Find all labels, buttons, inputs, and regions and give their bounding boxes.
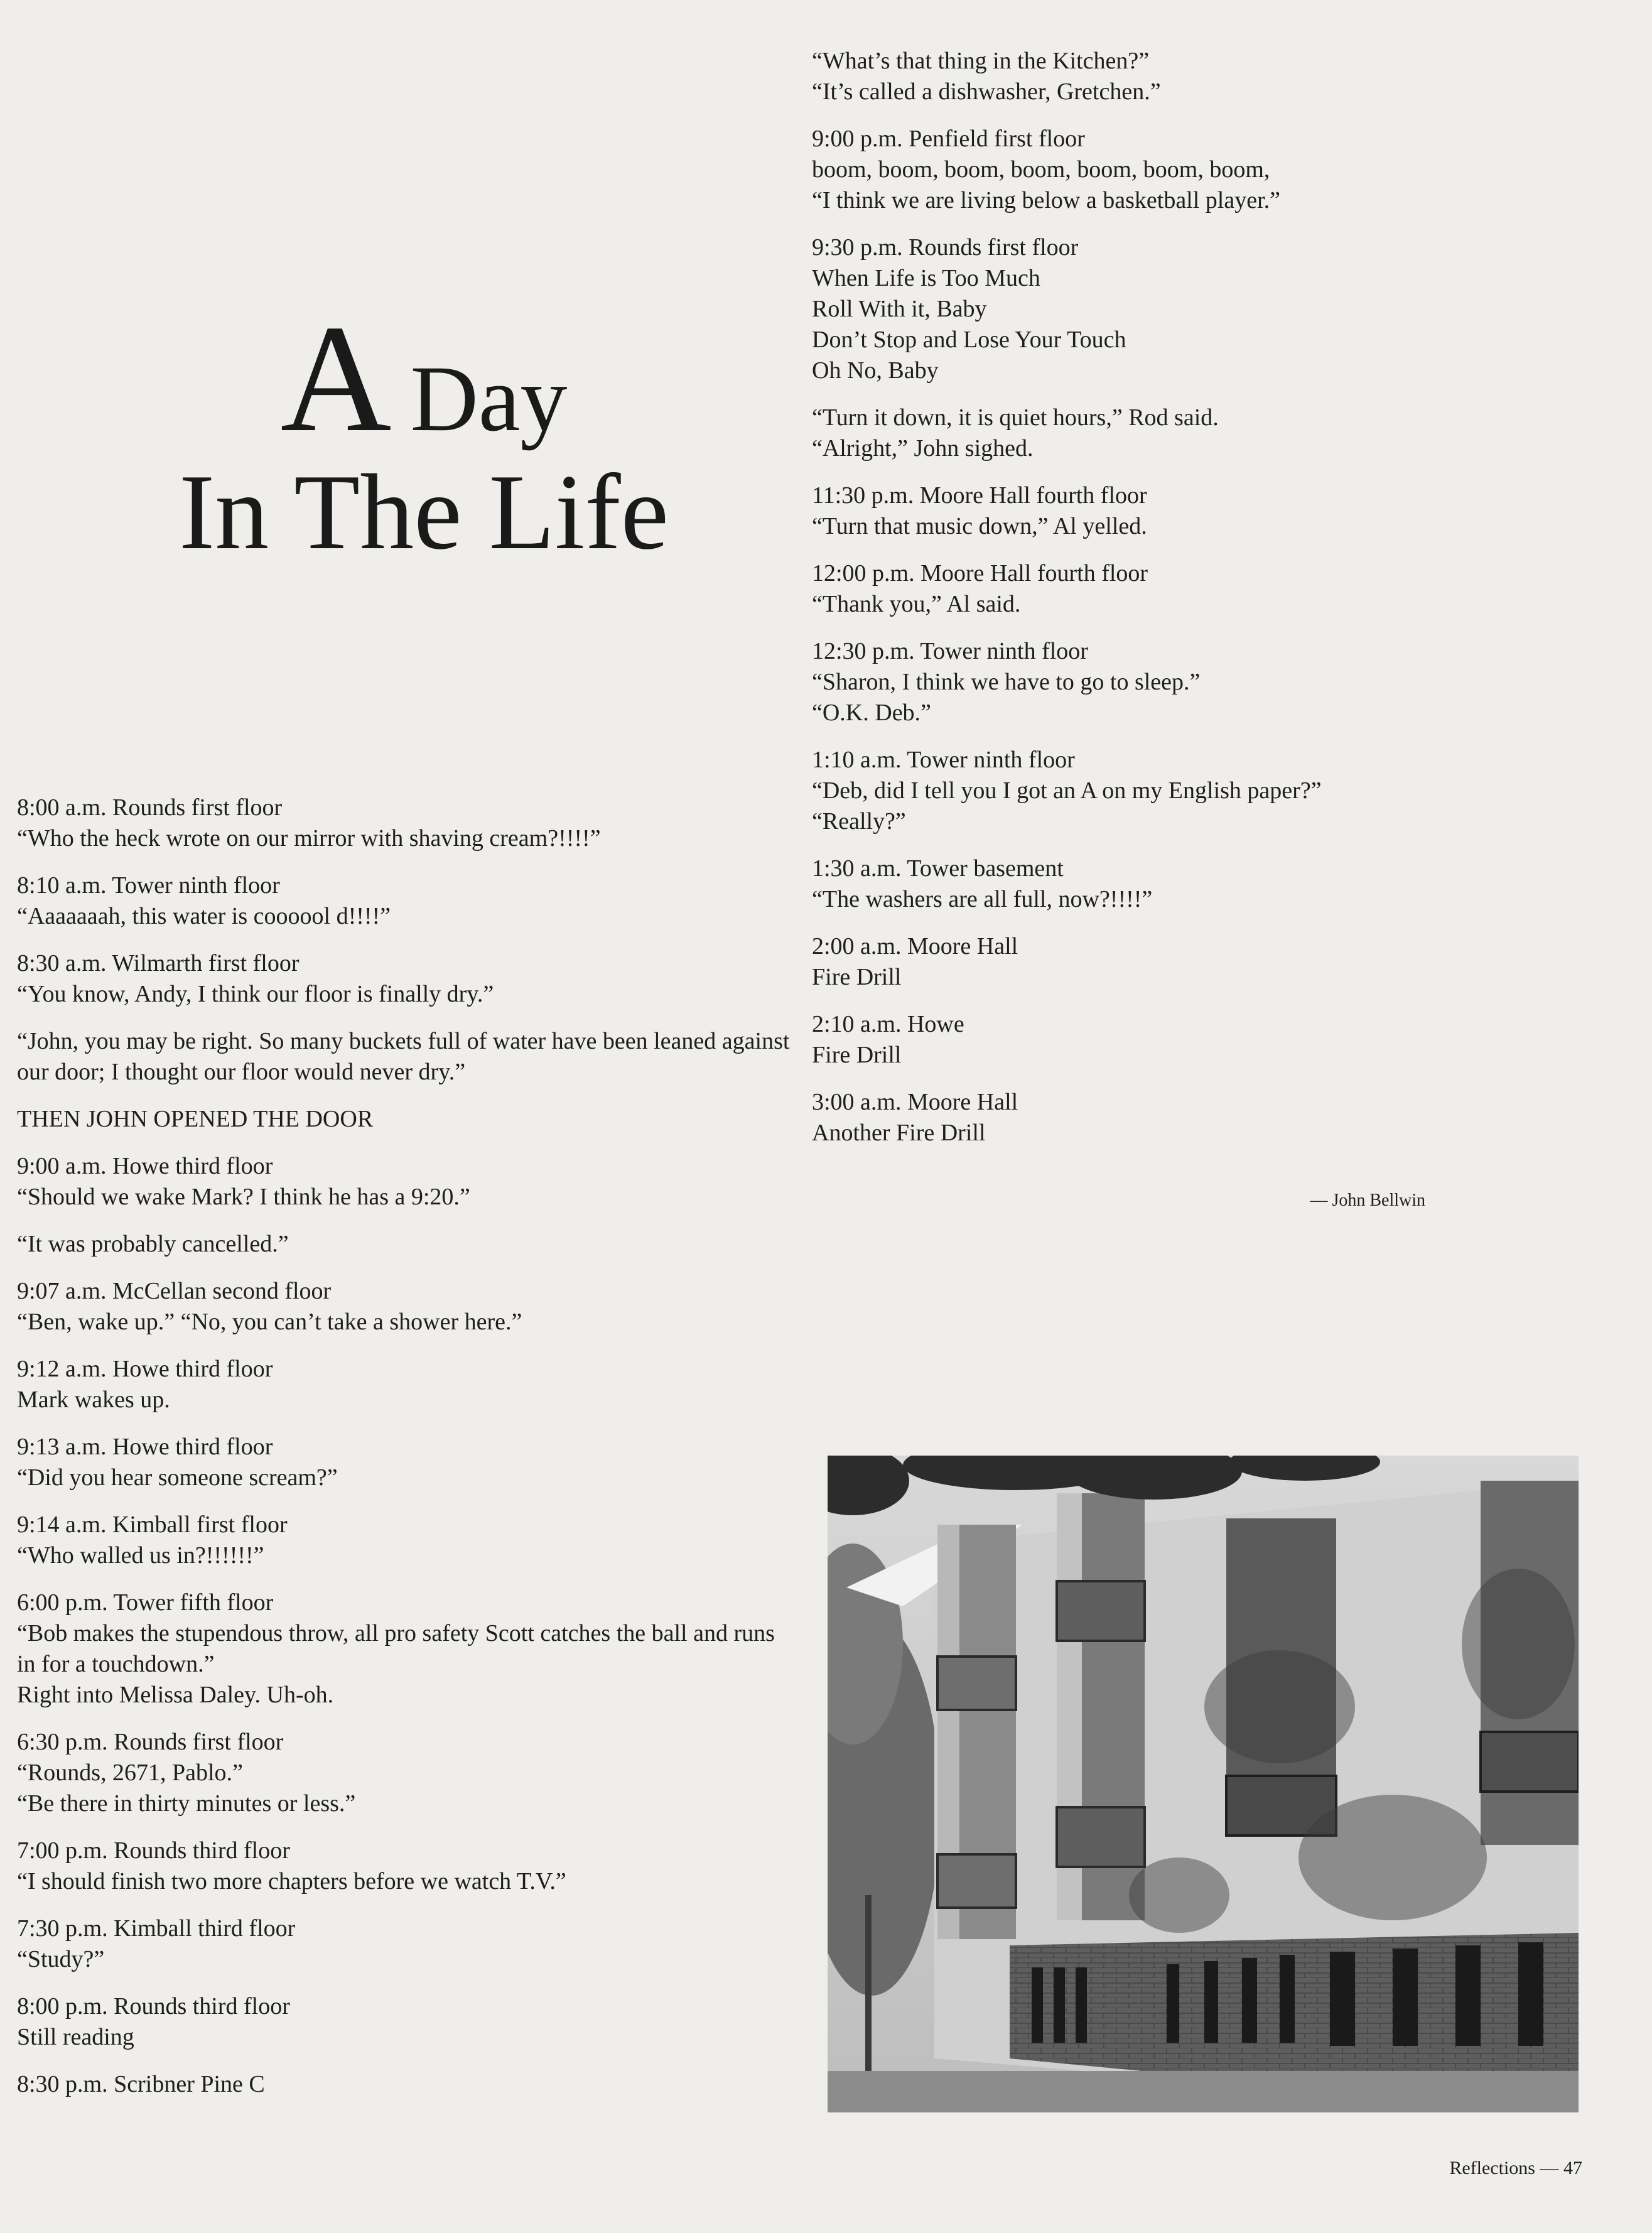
entry: [17, 870, 796, 932]
entry: [17, 1510, 796, 1571]
entry-line: “Ben, wake up.” “No, you can’t take a shower here.”: [17, 1309, 522, 1335]
entry: [17, 2069, 796, 2100]
entry-line: 8:30 a.m. Wilmarth first floor: [17, 950, 300, 976]
entry-line: 9:00 p.m. Penfield first floor: [812, 126, 1085, 152]
entry: [812, 1009, 1515, 1071]
entry-line: “What’s that thing in the Kitchen?”: [812, 48, 1150, 74]
entry-line: Fire Drill: [812, 964, 902, 990]
page-title: [94, 293, 753, 572]
entry-line: 9:14 a.m. Kimball first floor: [17, 1511, 288, 1538]
entry-line: “Turn that music down,” Al yelled.: [812, 513, 1147, 539]
entry-line: “The washers are all full, now?!!!!”: [812, 886, 1153, 912]
entry: [17, 1587, 796, 1711]
entry: [17, 792, 796, 854]
entry-line: “Rounds, 2671, Pablo.”: [17, 1760, 243, 1786]
entry-line: Another Fire Drill: [812, 1120, 986, 1146]
entry: [17, 1026, 796, 1088]
entry-line: THEN JOHN OPENED THE DOOR: [17, 1106, 374, 1132]
entry-line: 9:00 a.m. Howe third floor: [17, 1153, 273, 1179]
right-text-column: [812, 46, 1515, 1165]
entry: [812, 636, 1515, 728]
entry-line: 12:00 p.m. Moore Hall fourth floor: [812, 560, 1148, 587]
left-text-column: [17, 792, 796, 2116]
entry-line: “I should finish two more chapters before we watch T.V.”: [17, 1868, 566, 1895]
entry-line: 8:30 p.m. Scribner Pine C: [17, 2071, 265, 2097]
title-big-letter: A: [280, 293, 392, 463]
entry: [812, 1087, 1515, 1149]
entry: [812, 480, 1515, 542]
entry-line: 3:00 a.m. Moore Hall: [812, 1089, 1018, 1115]
entry-line: “Be there in thirty minutes or less.”: [17, 1790, 356, 1817]
entry-line: Oh No, Baby: [812, 357, 939, 384]
entry-line: 1:30 a.m. Tower basement: [812, 855, 1064, 882]
entry: [17, 1727, 796, 1819]
entry-line: “It’s called a dishwasher, Gretchen.”: [812, 78, 1161, 105]
entry-line: “Who the heck wrote on our mirror with shaving cream?!!!!”: [17, 825, 601, 852]
entry-line: “Sharon, I think we have to go to sleep.”: [812, 669, 1201, 695]
entry-line: Fire Drill: [812, 1042, 902, 1068]
entry-line: 9:13 a.m. Howe third floor: [17, 1434, 273, 1460]
entry-line: 1:10 a.m. Tower ninth floor: [812, 747, 1075, 773]
entry-line: “It was probably cancelled.”: [17, 1231, 289, 1257]
entry: [17, 1104, 796, 1135]
entry-line: 9:07 a.m. McCellan second floor: [17, 1278, 332, 1304]
entry-line: “I think we are living below a basketball player.”: [812, 187, 1281, 214]
entry-line: 8:00 p.m. Rounds third floor: [17, 1993, 290, 2019]
entry: [17, 1836, 796, 1897]
entry-line: “You know, Andy, I think our floor is finally dry.”: [17, 981, 494, 1007]
entry-line: “Thank you,” Al said.: [812, 591, 1021, 617]
entry-line: 6:30 p.m. Rounds first floor: [17, 1729, 284, 1755]
entry: [17, 1354, 796, 1415]
entry: [17, 948, 796, 1010]
page-footer: Reflections — 47: [1449, 2158, 1582, 2178]
entry-line: Roll With it, Baby: [812, 296, 987, 322]
entry-line: 9:12 a.m. Howe third floor: [17, 1356, 273, 1382]
entry-line: “Turn it down, it is quiet hours,” Rod said.: [812, 404, 1219, 431]
entry-line: 6:00 p.m. Tower fifth floor: [17, 1589, 274, 1616]
entry-line: 7:00 p.m. Rounds third floor: [17, 1837, 290, 1864]
entry-line: 2:00 a.m. Moore Hall: [812, 933, 1018, 960]
entry-line: “Really?”: [812, 808, 906, 835]
entry: [812, 232, 1515, 386]
entry: [812, 853, 1515, 915]
byline: — John Bellwin: [1310, 1191, 1425, 1210]
entry-line: “Alright,” John sighed.: [812, 435, 1034, 462]
entry-line: “O.K. Deb.”: [812, 700, 931, 726]
title-line-1-rest: Day: [410, 347, 568, 451]
entry-line: 8:00 a.m. Rounds first floor: [17, 794, 283, 821]
dormitory-photo: [828, 1456, 1579, 2112]
entry: [17, 1229, 796, 1260]
entry: [812, 124, 1515, 216]
entry: [17, 1151, 796, 1213]
entry-line: 11:30 p.m. Moore Hall fourth floor: [812, 482, 1147, 509]
entry-line: Mark wakes up.: [17, 1387, 170, 1413]
entry: [812, 403, 1515, 464]
entry-line: Right into Melissa Daley. Uh-oh.: [17, 1682, 334, 1708]
entry-line: “Who walled us in?!!!!!!”: [17, 1542, 264, 1569]
entry-line: 8:10 a.m. Tower ninth floor: [17, 872, 280, 899]
entry-line: “Deb, did I tell you I got an A on my English paper?”: [812, 777, 1322, 804]
entry: [812, 558, 1515, 620]
entry-line: 2:10 a.m. Howe: [812, 1011, 964, 1037]
entry: [17, 1432, 796, 1493]
entry: [812, 745, 1515, 837]
entry-line: “Aaaaaaah, this water is coooool d!!!!”: [17, 903, 391, 929]
entry: [17, 1913, 796, 1975]
entry-line: Still reading: [17, 2024, 134, 2050]
entry-line: When Life is Too Much: [812, 265, 1040, 291]
entry-line: “Should we wake Mark? I think he has a 9:20.”: [17, 1184, 470, 1210]
entry-line: “Did you hear someone scream?”: [17, 1464, 338, 1491]
entry: [17, 1991, 796, 2053]
entry-line: “John, you may be right. So many buckets full of water have been leaned against our door; I thought our floor would never dry.”: [17, 1028, 790, 1085]
title-line-1: [94, 293, 753, 463]
entry-line: 12:30 p.m. Tower ninth floor: [812, 638, 1088, 664]
entry-line: “Study?”: [17, 1946, 105, 1972]
entry: [812, 931, 1515, 993]
entry: [812, 46, 1515, 107]
entry-line: 9:30 p.m. Rounds first floor: [812, 234, 1079, 261]
title-line-2: In The Life: [178, 453, 669, 572]
entry-line: “Bob makes the stupendous throw, all pro safety Scott catches the ball and runs in for a touchdown.”: [17, 1620, 775, 1677]
entry-line: boom, boom, boom, boom, boom, boom, boom,: [812, 156, 1270, 183]
entry-line: Don’t Stop and Lose Your Touch: [812, 327, 1126, 353]
entry-line: 7:30 p.m. Kimball third floor: [17, 1915, 296, 1942]
entry: [17, 1276, 796, 1338]
